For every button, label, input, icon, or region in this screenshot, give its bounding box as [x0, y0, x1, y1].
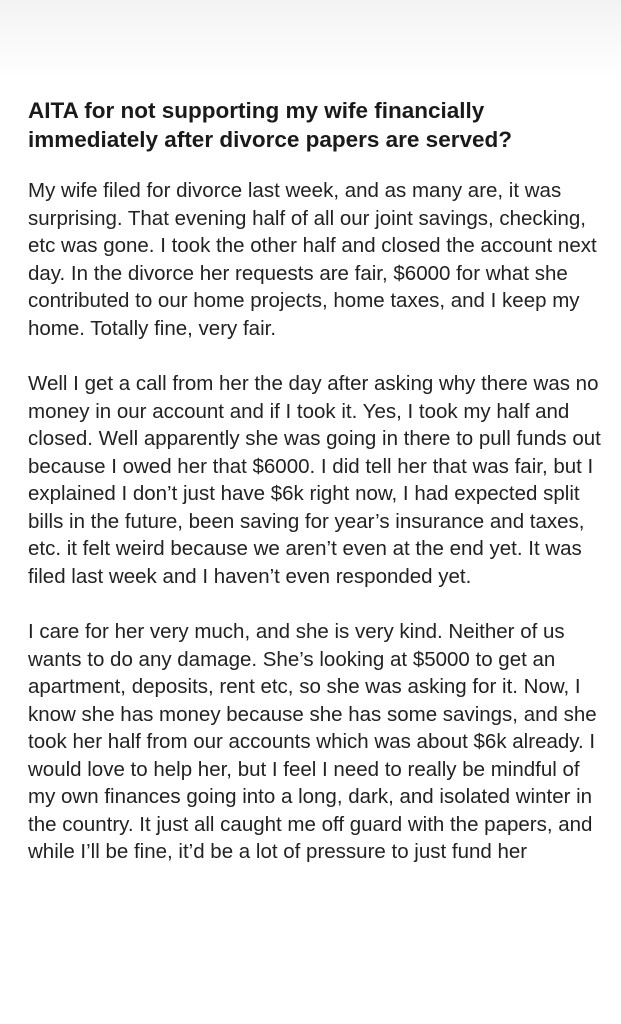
post-paragraph: My wife filed for divorce last week, and as many are, it was surprising. That evening half of all our joint savings, checking, etc was gone. I took the other half and closed the account next day. In the divorce her requests are fair, $6000 for what she contributed to our home projects, home taxes, and I keep my home. Totally fine, very fair.	[28, 179, 597, 340]
post-paragraph: I care for her very much, and she is very kind. Neither of us wants to do any damage. She’s looking at $5000 to get an apartment, deposits, rent etc, so she was asking for it. Now, I know she has money because she has some savings, and she took her half from our accounts which was about $6k already. I would love to help her, but I feel I need to really be mindful of my own finances going into a long, dark, and isolated winter in the country. It just all caught me off guard with the papers, and while I’ll be fine, it’d be a lot of pressure to just fund her	[28, 620, 597, 863]
post-title: AITA for not supporting my wife financially immediately after divorce papers are served?	[28, 98, 512, 152]
post-body	[28, 177, 608, 894]
post-paragraph: Well I get a call from her the day after asking why there was no money in our account and if I took it. Yes, I took my half and closed. Well apparently she was going in there to pull funds out because I owed her that $6000. I did tell her that was fair, but I explained I don’t just have $6k right now, I had expected split bills in the future, been saving for year’s insurance and taxes, etc. it felt weird because we aren’t even at the end yet. It was filed last week and I haven’t even responded yet.	[28, 372, 601, 588]
top-fade-header	[0, 0, 621, 80]
